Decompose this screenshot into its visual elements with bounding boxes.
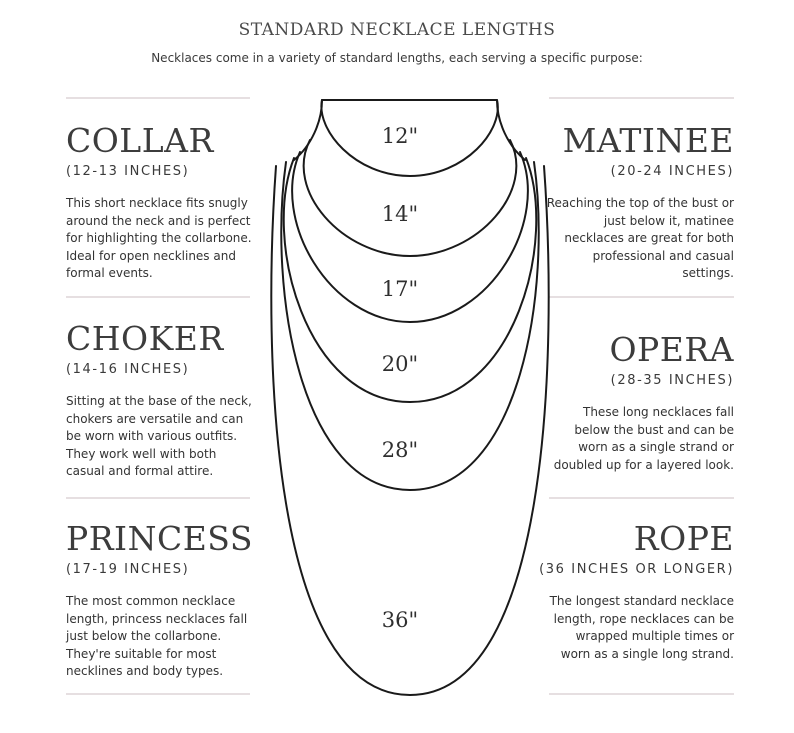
section-name: MATINEE <box>562 121 734 160</box>
section-range: (17-19 INCHES) <box>66 562 190 577</box>
section-description: The longest standard necklace length, rope necklaces can be wrapped multiple times or worn as a single long strand. <box>549 594 734 661</box>
section-range: (12-13 INCHES) <box>66 164 190 179</box>
length-label-36: 36" <box>381 608 419 632</box>
page-subtitle: Necklaces come in a variety of standard lengths, each serving a specific purpose: <box>151 51 643 65</box>
length-label-12: 12" <box>381 124 419 148</box>
section-description: Reaching the top of the bust or just below it, matinee necklaces are great for both professional and casual settings. <box>546 196 734 280</box>
section-description: Sitting at the base of the neck, chokers are versatile and can be worn with various outfits. They work well with both casual and formal attire. <box>66 394 252 478</box>
section-name: OPERA <box>609 330 734 369</box>
necklace-strand-14 <box>304 140 517 256</box>
section-range: (36 INCHES OR LONGER) <box>539 562 734 577</box>
neck-outline <box>322 100 525 160</box>
page-title: STANDARD NECKLACE LENGTHS <box>238 20 556 40</box>
section-range: (28-35 INCHES) <box>610 373 734 388</box>
length-label-17: 17" <box>381 277 419 301</box>
length-label-20: 20" <box>381 352 419 376</box>
section-name: CHOKER <box>66 319 224 358</box>
section-description: These long necklaces fall below the bust and can be worn as a single strand or doubled up for a layered look. <box>553 405 734 472</box>
section-name: PRINCESS <box>66 519 253 558</box>
length-label-14: 14" <box>381 202 419 226</box>
section-range: (14-16 INCHES) <box>66 362 190 377</box>
section-description: This short necklace fits snugly around the neck and is perfect for highlighting the collarbone. Ideal for open necklines and formal events. <box>66 196 252 280</box>
section-name: ROPE <box>633 519 734 558</box>
section-description: The most common necklace length, princess necklaces fall just below the collarbone. They're suitable for most necklines and body types. <box>66 594 248 678</box>
length-label-28: 28" <box>381 438 419 462</box>
section-range: (20-24 INCHES) <box>610 164 734 179</box>
section-name: COLLAR <box>66 121 214 160</box>
neck-outline <box>294 100 322 160</box>
